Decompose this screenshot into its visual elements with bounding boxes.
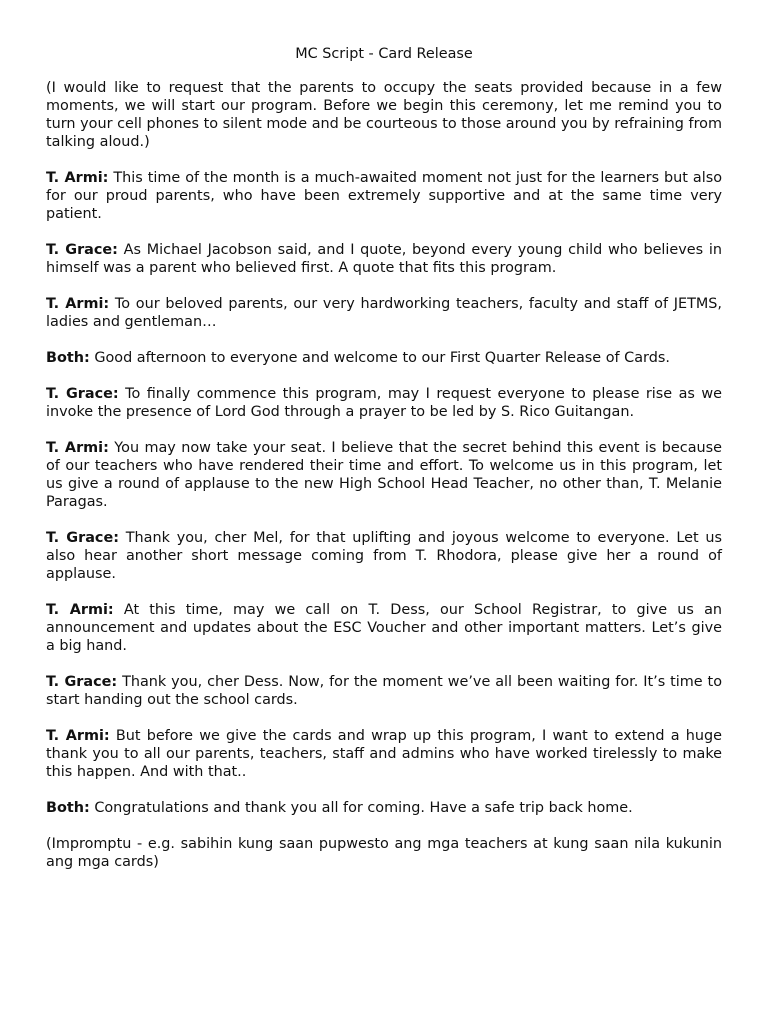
script-paragraph (46, 439, 722, 511)
speaker-label: Both: (46, 350, 90, 366)
speaker-label: T. Armi: (46, 440, 109, 456)
script-paragraph (46, 385, 722, 421)
script-paragraph-outro (46, 835, 722, 871)
paragraph-text: (I would like to request that the parents to occupy the seats provided because in a few moments, we will start our program. Before we begin this ceremony, let me remind you to turn your cell phones to silent mode and be courteous to those around you by refraining from talking aloud.) (46, 80, 722, 150)
speaker-label: T. Armi: (46, 728, 110, 744)
script-paragraph (46, 673, 722, 709)
paragraph-text: You may now take your seat. I believe that the secret behind this event is because of our teachers who have rendered their time and effort. To welcome us in this program, let us give a round of applause to the new High School Head Teacher, no other than, T. Melanie Paragas. (46, 440, 722, 510)
script-paragraph (46, 169, 722, 223)
speaker-label: T. Armi: (46, 170, 109, 186)
paragraph-text: (Impromptu - e.g. sabihin kung saan pupwesto ang mga teachers at kung saan nila kukunin ang mga cards) (46, 836, 722, 870)
paragraph-text: Good afternoon to everyone and welcome to our First Quarter Release of Cards. (94, 350, 670, 366)
speaker-label: T. Grace: (46, 242, 118, 258)
paragraph-text: Thank you, cher Dess. Now, for the moment we’ve all been waiting for. It’s time to start handing out the school cards. (46, 674, 722, 708)
script-paragraph (46, 529, 722, 583)
script-paragraph (46, 727, 722, 781)
script-paragraph (46, 601, 722, 655)
script-paragraph (46, 349, 722, 367)
script-paragraph-intro (46, 79, 722, 151)
script-paragraph (46, 241, 722, 277)
paragraph-text: Congratulations and thank you all for coming. Have a safe trip back home. (94, 800, 633, 816)
paragraph-text: To finally commence this program, may I request everyone to please rise as we invoke the presence of Lord God through a prayer to be led by S. Rico Guitangan. (46, 386, 722, 420)
paragraph-text: As Michael Jacobson said, and I quote, beyond every young child who believes in himself was a parent who believed first. A quote that fits this program. (46, 242, 722, 276)
paragraph-text: To our beloved parents, our very hardworking teachers, faculty and staff of JETMS, ladies and gentleman… (46, 296, 722, 330)
paragraph-text: Thank you, cher Mel, for that uplifting and joyous welcome to everyone. Let us also hear another short message coming from T. Rhodora, please give her a round of applause. (46, 530, 722, 582)
speaker-label: T. Grace: (46, 674, 118, 690)
speaker-label: T. Grace: (46, 530, 119, 546)
document-title: MC Script - Card Release (295, 46, 473, 62)
script-paragraph (46, 295, 722, 331)
speaker-label: Both: (46, 800, 90, 816)
speaker-label: T. Armi: (46, 602, 114, 618)
speaker-label: T. Grace: (46, 386, 119, 402)
paragraph-text: But before we give the cards and wrap up this program, I want to extend a huge thank you to all our parents, teachers, staff and admins who have worked tirelessly to make this happen. And with that.. (46, 728, 722, 780)
script-paragraph (46, 799, 722, 817)
speaker-label: T. Armi: (46, 296, 110, 312)
paragraph-text: This time of the month is a much-awaited moment not just for the learners but also for our proud parents, who have been extremely supportive and at the same time very patient. (46, 170, 723, 222)
paragraph-text: At this time, may we call on T. Dess, our School Registrar, to give us an announcement and updates about the ESC Voucher and other important matters. Let’s give a big hand. (46, 602, 723, 654)
